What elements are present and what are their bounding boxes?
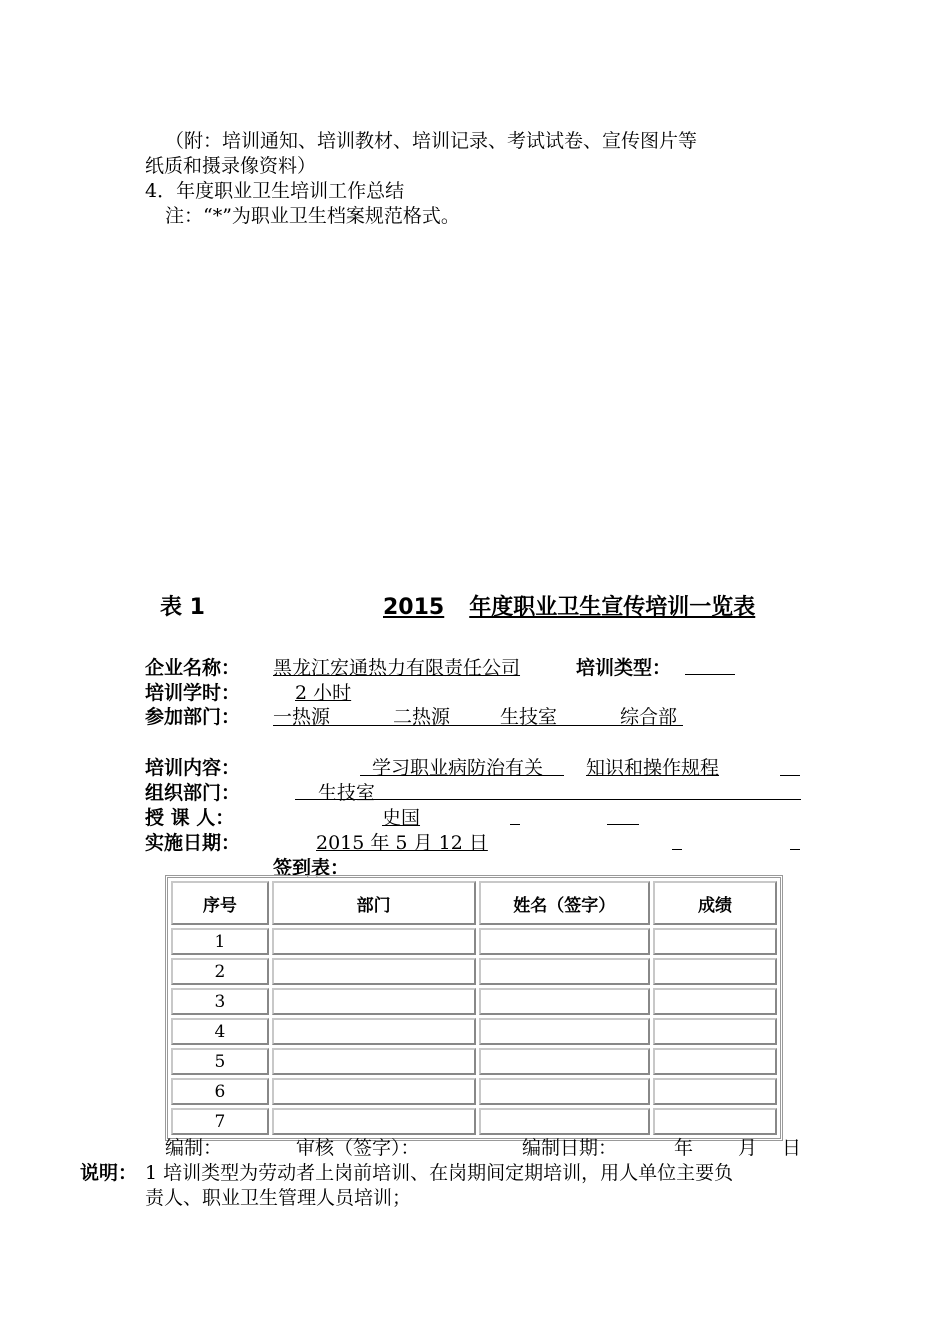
row-seq: 2	[171, 958, 269, 985]
table-row	[171, 1018, 777, 1045]
training-type-label: 培训类型：	[576, 657, 672, 679]
explain-line-2: 责人、职业卫生管理人员培训；	[145, 1187, 412, 1209]
row-seq: 6	[171, 1078, 269, 1105]
table-row	[171, 1078, 777, 1105]
table-row	[171, 988, 777, 1015]
table-number: 表 1	[160, 595, 205, 620]
hours-label: 培训学时：	[145, 682, 241, 704]
teacher-blank-1	[510, 824, 520, 825]
explain-line-1: 1 培训类型为劳动者上岗前培训、在岗期间定期培训，用人单位主要负	[145, 1162, 734, 1184]
row-dept-cell[interactable]	[272, 1108, 476, 1135]
dept-1: 一热源	[273, 706, 331, 728]
header-dept: 部门	[272, 881, 476, 925]
attachment-line-1: （附：培训通知、培训教材、培训记录、考试试卷、宣传图片等	[165, 130, 698, 152]
row-seq: 3	[171, 988, 269, 1015]
row-name-cell[interactable]	[479, 1108, 650, 1135]
row-score-cell[interactable]	[653, 1048, 777, 1075]
sign-in-table	[165, 875, 783, 1141]
content-value-1: 学习职业病防治有关	[372, 757, 544, 779]
row-score-cell[interactable]	[653, 1078, 777, 1105]
table-row	[171, 1108, 777, 1135]
date-blank-1	[672, 849, 682, 850]
row-seq: 5	[171, 1048, 269, 1075]
training-type-blank	[685, 674, 735, 675]
review-label: 审核（签字）：	[296, 1137, 420, 1159]
compiled-by-label: 编制：	[165, 1137, 223, 1159]
date-value: 2015 年 5 月 12 日	[316, 832, 488, 854]
month-label: 月	[738, 1137, 758, 1159]
dept-4: 综合部	[620, 706, 678, 728]
row-dept-cell[interactable]	[272, 1048, 476, 1075]
format-note: 注：“*”为职业卫生档案规范格式。	[165, 205, 460, 227]
row-seq: 7	[171, 1108, 269, 1135]
title-year: 2015	[383, 595, 445, 620]
sign-in-label: 签到表：	[273, 857, 350, 879]
dept-2: 二热源	[393, 706, 451, 728]
row-name-cell[interactable]	[479, 928, 650, 955]
company-label: 企业名称：	[145, 657, 241, 679]
date-blank-2	[790, 849, 800, 850]
company-value: 黑龙江宏通热力有限责任公司	[273, 657, 521, 679]
row-score-cell[interactable]	[653, 1108, 777, 1135]
content-label: 培训内容：	[145, 757, 241, 779]
day-label: 日	[782, 1137, 802, 1159]
dept-label: 参加部门：	[145, 706, 241, 728]
item-4: 4．年度职业卫生培训工作总结	[145, 180, 405, 202]
explain-label: 说明：	[80, 1162, 138, 1184]
row-name-cell[interactable]	[479, 958, 650, 985]
row-dept-cell[interactable]	[272, 928, 476, 955]
header-name-sign: 姓名（签字）	[479, 881, 650, 925]
row-score-cell[interactable]	[653, 958, 777, 985]
attachment-line-2: 纸质和摄录像资料）	[145, 155, 317, 177]
teacher-label: 授 课 人：	[145, 807, 235, 829]
org-value: 生技室	[318, 782, 376, 804]
teacher-blank-2	[607, 824, 639, 825]
form-title	[383, 590, 755, 621]
row-dept-cell[interactable]	[272, 988, 476, 1015]
row-name-cell[interactable]	[479, 988, 650, 1015]
hours-value: 2 小时	[295, 682, 352, 704]
row-name-cell[interactable]	[479, 1078, 650, 1105]
year-label: 年	[674, 1137, 694, 1159]
header-score: 成绩	[653, 881, 777, 925]
row-seq: 1	[171, 928, 269, 955]
row-score-cell[interactable]	[653, 988, 777, 1015]
table-header-row	[171, 881, 777, 925]
content-underline-end	[780, 775, 800, 776]
org-label: 组织部门：	[145, 782, 241, 804]
date-label: 实施日期：	[145, 832, 241, 854]
row-dept-cell[interactable]	[272, 1078, 476, 1105]
header-seq: 序号	[171, 881, 269, 925]
row-name-cell[interactable]	[479, 1048, 650, 1075]
row-score-cell[interactable]	[653, 928, 777, 955]
row-dept-cell[interactable]	[272, 1018, 476, 1045]
row-seq: 4	[171, 1018, 269, 1045]
row-name-cell[interactable]	[479, 1018, 650, 1045]
content-value-2: 知识和操作规程	[586, 757, 720, 779]
teacher-value: 史国	[382, 807, 421, 829]
table-row	[171, 958, 777, 985]
compile-date-label: 编制日期：	[522, 1137, 618, 1159]
row-dept-cell[interactable]	[272, 958, 476, 985]
table-row	[171, 1048, 777, 1075]
dept-3: 生技室	[500, 706, 558, 728]
table-row	[171, 928, 777, 955]
row-score-cell[interactable]	[653, 1018, 777, 1045]
title-text: 年度职业卫生宣传培训一览表	[469, 595, 756, 620]
